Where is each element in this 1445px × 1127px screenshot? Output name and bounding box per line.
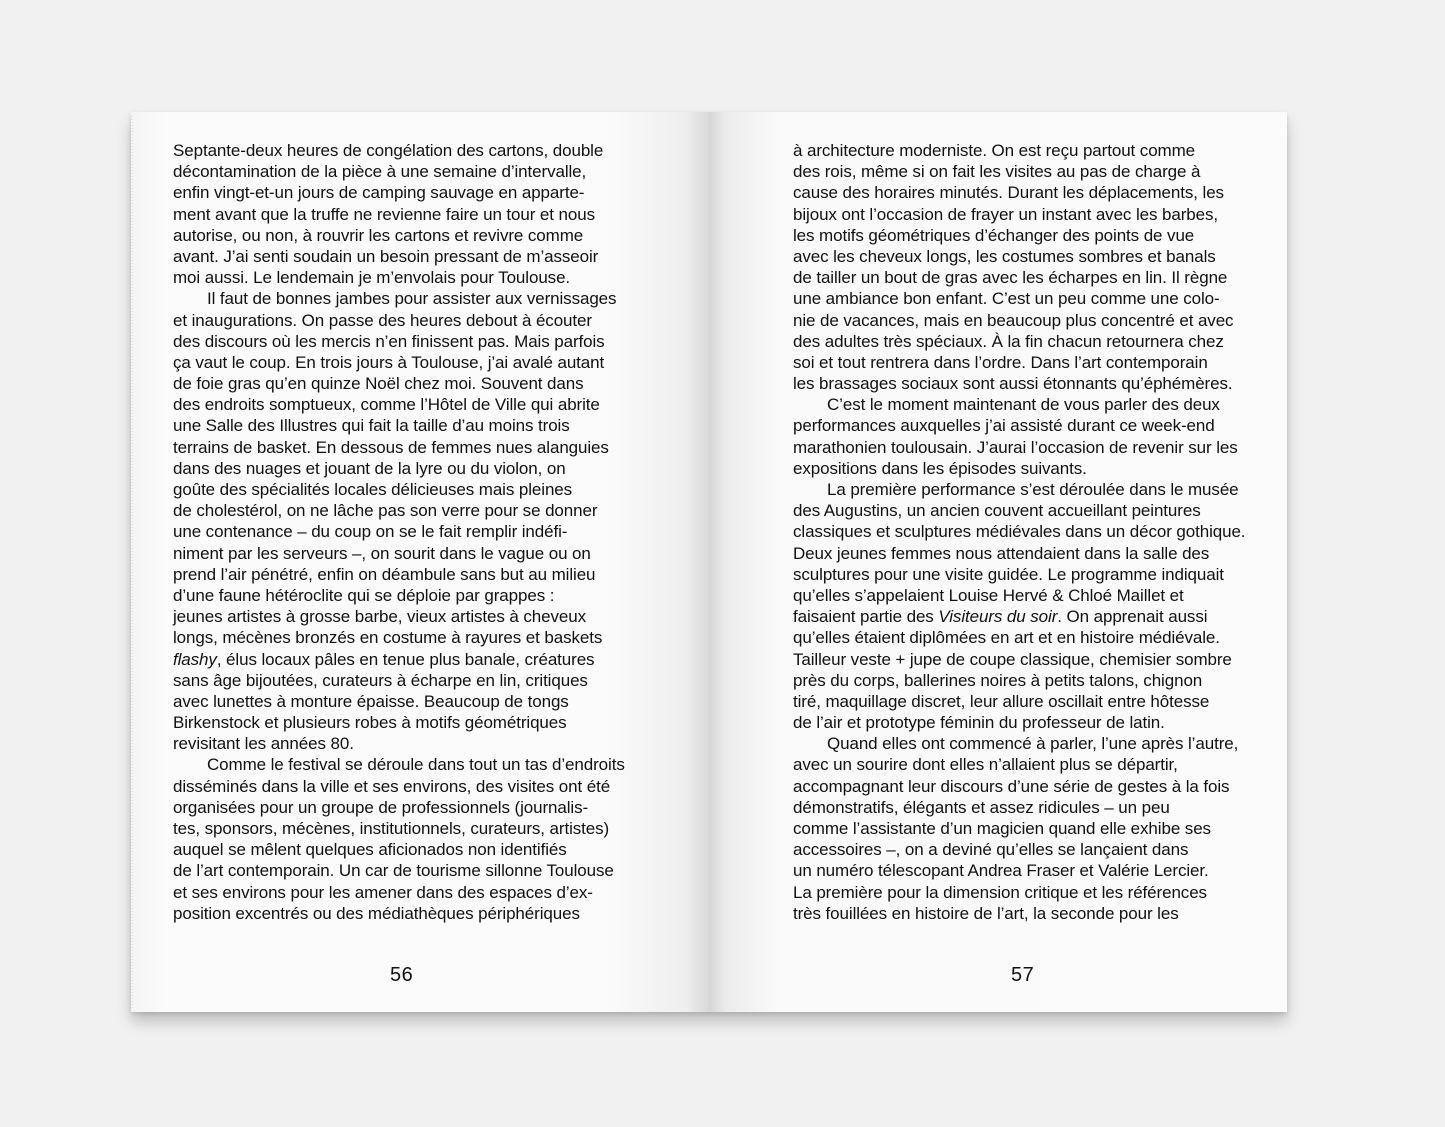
text-segment: des Augustins, un ancien couvent accueillant peintures xyxy=(793,501,1201,521)
text-line xyxy=(793,267,1245,288)
text-segment: longs, mécènes bronzés en costume à rayures et baskets xyxy=(173,628,603,648)
text-segment: Il faut de bonnes jambes pour assister aux vernissages xyxy=(207,289,617,309)
text-line xyxy=(173,860,625,881)
text-segment: comme l’assistante d’un magicien quand elle exhibe ses xyxy=(793,819,1211,838)
text-segment: accessoires –, on a deviné qu’elles se lançaient dans xyxy=(793,840,1189,860)
text-line xyxy=(793,733,1245,754)
text-line xyxy=(173,479,625,500)
text-line xyxy=(173,797,625,818)
text-line xyxy=(793,860,1245,881)
text-segment: Tailleur veste + jupe de coupe classique, chemisier sombre xyxy=(793,649,1232,669)
text-segment: Quand elles ont commencé à parler, l’une après l’autre, xyxy=(827,734,1239,754)
text-segment: avec les cheveux longs, les costumes sombres et banals xyxy=(793,246,1216,266)
text-line xyxy=(793,500,1245,521)
text-line xyxy=(793,543,1245,564)
text-segment: moi aussi. Le lendemain je m’envolais pour Toulouse. xyxy=(173,268,571,288)
text-segment: qu’elles étaient diplômées en art et en histoire médiévale. xyxy=(793,628,1220,648)
text-line xyxy=(793,140,1245,161)
text-line xyxy=(793,776,1245,797)
text-line xyxy=(793,882,1245,903)
text-segment: de cholestérol, on ne lâche pas son verre pour se donner xyxy=(173,501,598,521)
text-line xyxy=(173,246,625,267)
left-page-number: 56 xyxy=(390,964,414,986)
text-line xyxy=(173,500,625,521)
text-segment: très fouillées en histoire de l’art, la seconde pour les xyxy=(793,903,1179,923)
text-line xyxy=(793,712,1245,733)
text-segment: décontamination de la pièce à une semaine d’intervalle, xyxy=(173,162,587,182)
right-page-number: 57 xyxy=(1011,964,1035,986)
text-line xyxy=(793,182,1245,203)
text-line xyxy=(173,691,625,712)
text-segment: Septante-deux heures de congélation des cartons, double xyxy=(173,141,604,160)
text-segment: goûte des spécialités locales délicieuses mais pleines xyxy=(173,480,573,499)
text-segment: de l’art contemporain. Un car de tourisme sillonne Toulouse xyxy=(173,861,614,881)
text-segment: Birkenstock et plusieurs robes à motifs géométriques xyxy=(173,713,567,733)
text-line xyxy=(793,670,1245,691)
text-segment: des discours où les mercis n’en finissent pas. Mais parfois xyxy=(173,331,605,351)
text-line xyxy=(793,458,1245,479)
text-line xyxy=(793,161,1245,182)
text-segment: terrains de basket. En dessous de femmes nues alanguies xyxy=(173,437,609,457)
text-line xyxy=(173,712,625,733)
text-segment: sans âge bijoutées, curateurs à écharpe en lin, critiques xyxy=(173,670,588,690)
text-line xyxy=(793,373,1245,394)
text-line xyxy=(793,691,1245,712)
text-line xyxy=(173,267,625,288)
text-line xyxy=(173,839,625,860)
text-segment: Comme le festival se déroule dans tout un tas d’endroits xyxy=(207,755,625,775)
text-segment: autorise, ou non, à rouvrir les cartons et revivre comme xyxy=(173,225,584,245)
text-segment: et inaugurations. On passe des heures debout à écouter xyxy=(173,310,592,330)
text-line xyxy=(793,288,1245,309)
italic-text-segment: Visiteurs du soir xyxy=(938,607,1058,627)
text-line xyxy=(173,204,625,225)
text-line xyxy=(173,754,625,775)
text-segment: marathonien toulousain. J’aurai l’occasion de revenir sur les xyxy=(793,437,1238,457)
text-segment: ça vaut le coup. En trois jours à Toulouse, j’ai avalé autant xyxy=(173,352,605,372)
text-line xyxy=(173,415,625,436)
text-segment: bijoux ont l’occasion de frayer un instant avec les barbes, xyxy=(793,204,1219,224)
text-line xyxy=(793,225,1245,246)
text-line xyxy=(173,182,625,203)
text-line xyxy=(173,882,625,903)
text-line xyxy=(793,479,1245,500)
text-line xyxy=(793,754,1245,775)
text-line xyxy=(793,246,1245,267)
text-segment: et ses environs pour les amener dans des espaces d’ex- xyxy=(173,882,593,902)
text-segment: démonstratifs, élégants et assez ridicules – un peu xyxy=(793,797,1170,817)
text-line xyxy=(793,437,1245,458)
text-segment: dans des nuages et jouant de la lyre ou du violon, on xyxy=(173,458,566,478)
text-line xyxy=(173,458,625,479)
text-line xyxy=(173,225,625,246)
text-line xyxy=(793,903,1245,924)
open-book-spread xyxy=(131,112,1287,1012)
text-segment: classiques et sculptures médiévales dans un décor gothique. xyxy=(793,522,1246,542)
text-segment: avant. J’ai senti soudain un besoin pressant de m’asseoir xyxy=(173,246,599,266)
text-segment: de foie gras qu’en quinze Noël chez moi. Souvent dans xyxy=(173,374,584,394)
right-page-body-text xyxy=(793,140,1245,924)
text-segment: Deux jeunes femmes nous attendaient dans la salle des xyxy=(793,543,1210,563)
text-line xyxy=(173,627,625,648)
text-segment: accompagnant leur discours d’une série de gestes à la fois xyxy=(793,776,1230,796)
text-segment: soi et tout rentrera dans l’ordre. Dans l’art contemporain xyxy=(793,352,1208,372)
text-line xyxy=(793,204,1245,225)
text-segment: une Salle des Illustres qui fait la taille d’au moins trois xyxy=(173,416,570,436)
text-line xyxy=(793,818,1245,839)
text-line xyxy=(173,564,625,585)
text-segment: auquel se mêlent quelques aficionados non identifiés xyxy=(173,840,567,860)
italic-text-segment: flashy xyxy=(173,649,217,669)
text-segment: organisées pour un groupe de professionnels (journalis- xyxy=(173,797,589,817)
text-line xyxy=(173,373,625,394)
text-line xyxy=(793,839,1245,860)
text-segment: d’une faune hétéroclite qui se déploie par grappes : xyxy=(173,585,555,605)
text-segment: position excentrés ou des médiathèques périphériques xyxy=(173,903,580,923)
text-segment: niment par les serveurs –, on sourit dans le vague ou on xyxy=(173,543,591,563)
text-line xyxy=(173,437,625,458)
text-segment: jeunes artistes à grosse barbe, vieux artistes à cheveux xyxy=(173,607,587,627)
text-segment: des adultes très spéciaux. À la fin chacun retournera chez xyxy=(793,331,1224,351)
text-segment: disséminés dans la ville et ses environs, des visites ont été xyxy=(173,776,611,796)
text-segment: une contenance – du coup on se le fait remplir indéfi- xyxy=(173,522,568,542)
text-line xyxy=(173,310,625,331)
text-segment: tes, sponsors, mécènes, institutionnels, curateurs, artistes) xyxy=(173,819,610,838)
text-segment: des rois, même si on fait les visites au pas de charge à xyxy=(793,162,1201,182)
text-line xyxy=(793,310,1245,331)
text-segment: de l’air et prototype féminin du professeur de latin. xyxy=(793,713,1165,733)
text-line xyxy=(793,649,1245,670)
text-segment: tiré, maquillage discret, leur allure oscillait entre hôtesse xyxy=(793,691,1210,711)
text-segment: prend l’air pénétré, enfin on déambule sans but au milieu xyxy=(173,564,596,584)
text-segment: cause des horaires minutés. Durant les déplacements, les xyxy=(793,183,1224,203)
text-segment: sculptures pour une visite guidée. Le programme indiquait xyxy=(793,564,1224,584)
text-line xyxy=(173,521,625,542)
text-segment: nie de vacances, mais en beaucoup plus concentré et avec xyxy=(793,310,1234,330)
text-line xyxy=(173,733,625,754)
text-segment: une ambiance bon enfant. C’est un peu comme une colo- xyxy=(793,289,1220,309)
text-line xyxy=(793,627,1245,648)
text-line xyxy=(173,670,625,691)
text-segment: un numéro télescopant Andrea Fraser et Valérie Lercier. xyxy=(793,861,1209,881)
text-line xyxy=(173,331,625,352)
text-line xyxy=(173,649,625,670)
text-line xyxy=(793,394,1245,415)
left-page-body-text xyxy=(173,140,625,924)
text-segment: les motifs géométriques d’échanger des points de vue xyxy=(793,225,1195,245)
text-segment: ment avant que la truffe ne revienne faire un tour et nous xyxy=(173,204,595,224)
text-line xyxy=(173,776,625,797)
right-page xyxy=(709,112,1287,1012)
text-line xyxy=(173,585,625,606)
text-segment: à architecture moderniste. On est reçu partout comme xyxy=(793,141,1196,160)
text-segment: . On apprenait aussi xyxy=(1057,607,1208,627)
text-segment: La première performance s’est déroulée dans le musée xyxy=(827,480,1239,499)
text-line xyxy=(793,352,1245,373)
text-line xyxy=(173,352,625,373)
text-line xyxy=(793,521,1245,542)
text-line xyxy=(173,288,625,309)
text-line xyxy=(173,140,625,161)
text-segment: qu’elles s’appelaient Louise Hervé & Chloé Maillet et xyxy=(793,585,1184,605)
text-segment: , élus locaux pâles en tenue plus banale, créatures xyxy=(216,649,595,669)
text-segment: C’est le moment maintenant de vous parler des deux xyxy=(827,395,1220,415)
text-line xyxy=(173,903,625,924)
text-segment: revisitant les années 80. xyxy=(173,734,354,754)
text-segment: enfin vingt-et-un jours de camping sauvage en apparte- xyxy=(173,183,585,203)
text-line xyxy=(173,606,625,627)
text-segment: faisaient partie des xyxy=(793,607,939,627)
text-segment: près du corps, ballerines noires à petits talons, chignon xyxy=(793,670,1203,690)
text-line xyxy=(173,394,625,415)
text-line xyxy=(173,818,625,839)
text-segment: avec un sourire dont elles n’allaient plus se départir, xyxy=(793,755,1178,775)
text-segment: La première pour la dimension critique et les références xyxy=(793,882,1207,902)
text-segment: de tailler un bout de gras avec les écharpes en lin. Il règne xyxy=(793,268,1228,288)
text-line xyxy=(793,415,1245,436)
text-line xyxy=(793,585,1245,606)
text-line xyxy=(173,543,625,564)
text-segment: les brassages sociaux sont aussi étonnants qu’éphémères. xyxy=(793,374,1233,394)
text-segment: performances auxquelles j’ai assisté durant ce week-end xyxy=(793,416,1215,436)
text-segment: expositions dans les épisodes suivants. xyxy=(793,458,1087,478)
text-line xyxy=(173,161,625,182)
text-line xyxy=(793,797,1245,818)
left-page xyxy=(131,112,709,1012)
text-line xyxy=(793,564,1245,585)
text-segment: avec lunettes à monture épaisse. Beaucoup de tongs xyxy=(173,691,569,711)
text-line xyxy=(793,606,1245,627)
text-line xyxy=(793,331,1245,352)
text-segment: des endroits somptueux, comme l’Hôtel de Ville qui abrite xyxy=(173,395,600,415)
page-stack-edge xyxy=(131,116,133,1008)
